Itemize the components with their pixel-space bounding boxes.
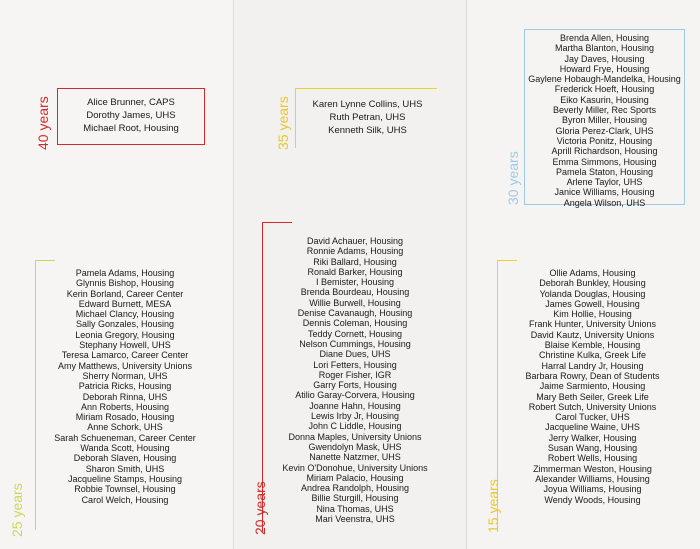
honoree-name: Blaise Kemble, Housing <box>544 340 641 351</box>
honoree-name: Kim Hollie, Housing <box>553 309 632 320</box>
honoree-name: Deborah Rinna, UHS <box>82 391 168 402</box>
honoree-name: Gwendolyn Mask, UHS <box>308 441 402 452</box>
rule-25-years-top <box>35 260 55 261</box>
honoree-name: Miriam Palacio, Housing <box>306 472 404 483</box>
honoree-name: Deborah Slaven, Housing <box>73 453 177 464</box>
honoree-name: Anne Schork, UHS <box>87 422 163 433</box>
honoree-name: Wanda Scott, Housing <box>80 443 170 454</box>
honoree-name: Joyua Williams, Housing <box>543 484 642 495</box>
honoree-name: Karen Lynne Collins, UHS <box>312 99 423 110</box>
honoree-name: Frank Hunter, University Unions <box>528 319 657 330</box>
honoree-name: Billie Sturgill, Housing <box>311 493 399 504</box>
honoree-name: Howard Frye, Housing <box>559 63 650 74</box>
honoree-name: Eiko Kasurin, Housing <box>560 94 649 105</box>
honoree-name: Stephany Howell, UHS <box>79 340 171 351</box>
names-30-years <box>524 33 685 208</box>
honoree-name: Robbie Townsel, Housing <box>74 484 176 495</box>
honoree-name: Carol Tucker, UHS <box>555 412 630 423</box>
honoree-name: Jacqueline Waine, UHS <box>545 422 640 433</box>
honoree-name: Teresa Lamarco, Career Center <box>61 350 189 361</box>
honoree-name: Aprill Richardson, Housing <box>551 146 658 157</box>
honoree-name: Alice Brunner, CAPS <box>87 97 175 108</box>
honoree-name: Donna Maples, University Unions <box>288 431 422 442</box>
honoree-name: Wendy Woods, Housing <box>544 494 641 505</box>
label-40-years: 40 years <box>35 96 51 150</box>
label-30-years: 30 years <box>505 151 521 205</box>
honoree-name: Angela Wilson, UHS <box>563 197 646 208</box>
label-35-years: 35 years <box>275 96 291 150</box>
honoree-name: Dennis Coleman, Housing <box>302 318 408 329</box>
honoree-name: Glynnis Bishop, Housing <box>75 278 175 289</box>
honoree-name: Frederick Hoeft, Housing <box>554 84 655 95</box>
honoree-name: Brenda Bourdeau, Housing <box>300 287 410 298</box>
rule-25-years-side <box>35 260 36 530</box>
honoree-name: Teddy Cornett, Housing <box>307 328 403 339</box>
honoree-name: Brenda Allen, Housing <box>559 33 650 43</box>
honoree-name: Ronald Barker, Housing <box>307 266 403 277</box>
honoree-name: Christine Kulka, Greek Life <box>538 350 647 361</box>
honoree-name: James Gowell, Housing <box>545 298 640 309</box>
label-25-years: 25 years <box>9 483 25 537</box>
honoree-name: Alexander Williams, Housing <box>535 473 650 484</box>
honoree-name: Sally Gonzales, Housing <box>75 319 175 330</box>
honoree-name: Mari Veenstra, UHS <box>315 514 395 525</box>
honoree-name: Pamela Adams, Housing <box>75 268 175 278</box>
honoree-name: Deborah Bunkley, Housing <box>539 278 646 289</box>
fold-line-right <box>466 0 467 549</box>
honoree-name: Garry Forts, Housing <box>313 380 397 391</box>
honoree-name: Janice Williams, Housing <box>554 187 655 198</box>
rule-20-years-top <box>262 222 292 223</box>
rule-35-years-top <box>295 88 437 89</box>
honoree-name: Atilio Garay-Corvera, Housing <box>295 390 415 401</box>
label-20-years: 20 years <box>252 481 268 535</box>
honoree-name: Zimmerman Weston, Housing <box>533 463 652 474</box>
honoree-name: Jerry Walker, Housing <box>548 432 637 443</box>
honoree-name: Ollie Adams, Housing <box>549 268 636 278</box>
honoree-name: Edward Burnett, MESA <box>78 298 172 309</box>
honoree-name: Nanette Natzmer, UHS <box>309 452 401 463</box>
honoree-name: Riki Ballard, Housing <box>313 256 397 267</box>
honoree-name: David Achauer, Housing <box>306 236 404 246</box>
honoree-name: Jaime Sarmiento, Housing <box>539 381 646 392</box>
honoree-name: Arlene Taylor, UHS <box>566 177 643 188</box>
honoree-name: Beverly Miller, Rec Sports <box>552 105 657 116</box>
honoree-name: Robert Wells, Housing <box>547 453 638 464</box>
honoree-name: Pamela Staton, Housing <box>555 166 654 177</box>
honoree-name: Kenneth Silk, UHS <box>328 125 407 136</box>
fold-line-left <box>233 0 234 549</box>
honoree-name: Barbara Rowry, Dean of Students <box>525 370 660 381</box>
rule-35-years-side <box>295 88 296 148</box>
honoree-name: Sharon Smith, UHS <box>85 463 165 474</box>
honoree-name: Sherry Norman, UHS <box>82 370 168 381</box>
honoree-name: Ronnie Adams, Housing <box>306 246 404 257</box>
honoree-name: Lori Fetters, Housing <box>313 359 397 370</box>
honoree-name: Nina Thomas, UHS <box>316 503 394 514</box>
honoree-name: Carol Welch, Housing <box>81 494 169 505</box>
honoree-name: Harral Landry Jr, Housing <box>541 360 644 371</box>
honoree-name: I Bemister, Housing <box>315 277 395 288</box>
honoree-name: Jacqueline Stamps, Housing <box>67 473 183 484</box>
honoree-name: Ruth Petran, UHS <box>329 112 406 123</box>
honoree-name: Susan Wang, Housing <box>547 443 638 454</box>
honoree-name: Nelson Cummings, Housing <box>299 338 411 349</box>
rule-15-years-top <box>497 260 517 261</box>
honoree-name: Martha Blanton, Housing <box>554 43 655 54</box>
honoree-name: Miriam Rosado, Housing <box>75 412 175 423</box>
honoree-name: Amy Matthews, University Unions <box>57 360 193 371</box>
honoree-name: Leonia Gregory, Housing <box>75 329 175 340</box>
honoree-name: Michael Root, Housing <box>83 123 179 134</box>
honoree-name: Lewis Irby Jr, Housing <box>310 411 400 422</box>
names-25-years <box>40 268 210 505</box>
honoree-name: Kerin Borland, Career Center <box>66 288 184 299</box>
honoree-name: Mary Beth Seiler, Greek Life <box>536 391 649 402</box>
honoree-name: Victoria Ponitz, Housing <box>556 135 653 146</box>
honoree-name: Joanne Hahn, Housing <box>309 400 401 411</box>
label-15-years: 15 years <box>485 479 501 533</box>
names-15-years <box>505 268 680 505</box>
honoree-name: David Kautz, University Unions <box>530 329 655 340</box>
honoree-name: Yolanda Douglas, Housing <box>539 288 646 299</box>
honoree-name: Kevin O'Donohue, University Unions <box>282 462 428 473</box>
honoree-name: Gloria Perez-Clark, UHS <box>555 125 654 136</box>
honoree-name: Sarah Schueneman, Career Center <box>54 432 196 443</box>
honoree-name: Byron Miller, Housing <box>561 115 648 126</box>
honoree-name: John C Liddle, Housing <box>308 421 402 432</box>
honoree-name: Jay Daves, Housing <box>564 53 645 64</box>
honoree-name: Diane Dues, UHS <box>319 349 391 360</box>
honoree-name: Patricia Ricks, Housing <box>78 381 172 392</box>
honoree-name: Willie Burwell, Housing <box>309 297 401 308</box>
names-40-years <box>57 96 205 135</box>
honoree-name: Emma Simmons, Housing <box>552 156 657 167</box>
names-20-years <box>270 236 440 524</box>
honoree-name: Gaylene Hobaugh-Mandelka, Housing <box>528 74 681 85</box>
names-35-years <box>300 98 435 137</box>
honoree-name: Denise Cavanaugh, Housing <box>297 308 413 319</box>
honoree-name: Michael Clancy, Housing <box>75 309 175 320</box>
honoree-name: Andrea Randolph, Housing <box>300 483 410 494</box>
honoree-name: Robert Sutch, University Unions <box>528 401 657 412</box>
honoree-name: Ann Roberts, Housing <box>80 401 170 412</box>
honoree-name: Dorothy James, UHS <box>86 110 176 121</box>
honoree-name: Roger Fisher, IGR <box>318 369 392 380</box>
